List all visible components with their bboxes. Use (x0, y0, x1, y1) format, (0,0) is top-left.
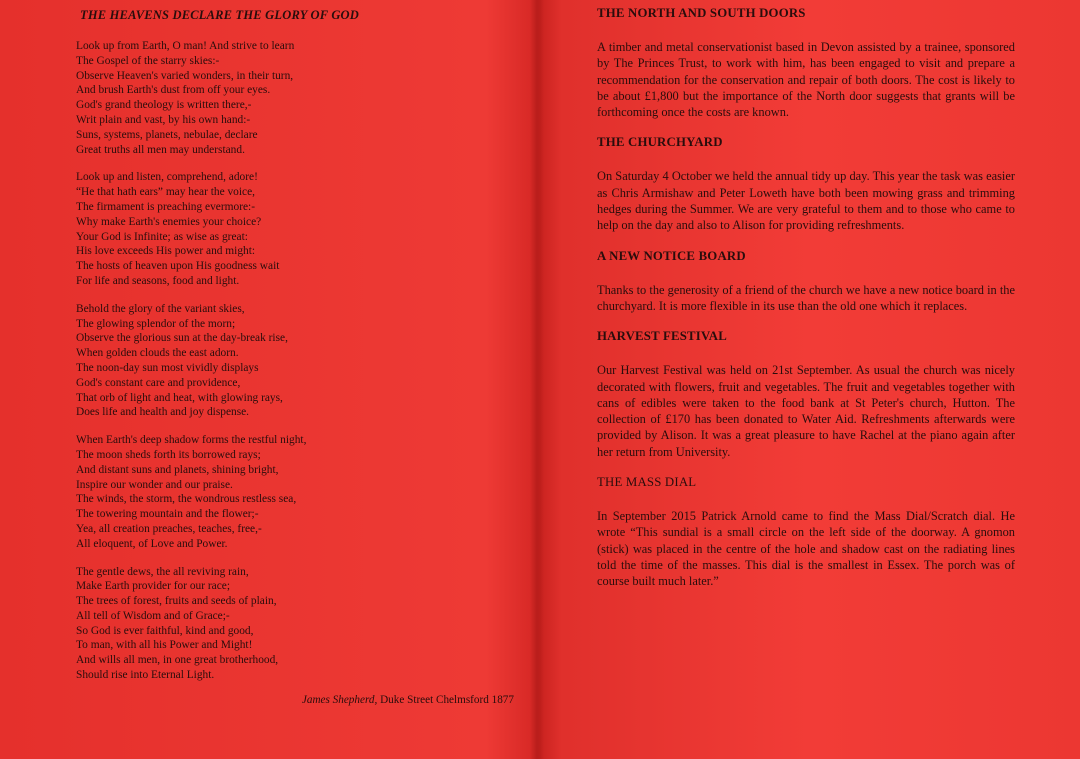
poem-line: And distant suns and planets, shining bright, (76, 463, 279, 476)
poem-author: James Shepherd, (301, 693, 378, 706)
section-body: In September 2015 Patrick Arnold came to find the Mass Dial/Scratch dial. He wrote “This sundial is a small circle on the left side of the doorway. A gnomon (stick) was placed in the centre of the hole and shadow cast on the radiating lines told the time of the masses. This dial is the smallest in Essex. The porch was of course built much later.” (597, 509, 1015, 589)
poem-attribution (72, 694, 522, 706)
section-heading: THE CHURCHYARD (597, 135, 723, 150)
news-page (597, 6, 1015, 605)
poem-line: The towering mountain and the flower;- (76, 508, 259, 521)
poem-line: The winds, the storm, the wondrous restless sea, (76, 493, 297, 506)
poem-line: Does life and health and joy dispense. (76, 406, 250, 419)
poem-line: For life and seasons, food and light. (76, 274, 240, 287)
poem-line: That orb of light and heat, with glowing rays, (76, 391, 283, 404)
poem-stanza (76, 565, 522, 683)
poem-line: Look up and listen, comprehend, adore! (76, 171, 258, 184)
poem-stanza (76, 433, 522, 551)
poem-line: “He that hath ears” may hear the voice, (76, 186, 255, 199)
poem-line: Why make Earth's enemies your choice? (76, 215, 262, 228)
section-heading: A NEW NOTICE BOARD (597, 248, 746, 263)
poem-page (72, 8, 522, 706)
poem-line: Inspire our wonder and our praise. (76, 478, 233, 491)
poem-line: When Earth's deep shadow forms the restful night, (76, 434, 307, 447)
poem-line: Observe the glorious sun at the day-break rise, (76, 332, 288, 345)
section-body: On Saturday 4 October we held the annual tidy up day. This year the task was easier as Chris Armishaw and Peter Loweth have both been mowing grass and trimming hedges during the Summer. We are very grateful to them and to those who came to help on the day and also to Alison for providing refreshments. (597, 169, 1015, 233)
poem-line: Observe Heaven's varied wonders, in their turn, (76, 69, 294, 82)
poem-line: And wills all men, in one great brotherhood, (76, 654, 279, 667)
poem-line: All eloquent, of Love and Power. (76, 537, 228, 550)
poem-line: Make Earth provider for our race; (76, 580, 231, 593)
poem-line: So God is ever faithful, kind and good, (76, 624, 254, 637)
poem-line: Behold the glory of the variant skies, (76, 302, 245, 315)
poem-line: Suns, systems, planets, nebulae, declare (76, 128, 258, 141)
poem-line: Yea, all creation preaches, teaches, free,- (76, 522, 262, 535)
poem-line: God's grand theology is written there,- (76, 99, 252, 112)
poem-line: To man, with all his Power and Might! (76, 639, 253, 652)
section-heading: THE NORTH AND SOUTH DOORS (597, 6, 806, 20)
poem-line: The moon sheds forth its borrowed rays; (76, 448, 261, 461)
poem-line: Writ plain and vast, by his own hand:- (76, 113, 251, 126)
poem-line: The trees of forest, fruits and seeds of plain, (76, 595, 277, 608)
poem-stanza (76, 170, 522, 288)
section-heading: THE MASS DIAL (597, 475, 697, 490)
poem-body (72, 39, 522, 683)
poem-line: The glowing splendor of the morn; (76, 317, 236, 330)
section-heading: HARVEST FESTIVAL (597, 329, 727, 344)
section-body: A timber and metal conservationist based in Devon assisted by a trainee, sponsored by The Princes Trust, to work with him, has been engaged to visit and prepare a recommendation for the conservation and repair of both doors. The cost is likely to be about £1,800 but the importance of the North door suggests that grants will be forthcoming once the costs are known. (597, 40, 1015, 120)
page-fold (530, 0, 544, 759)
poem-line: The Gospel of the starry skies:- (76, 54, 220, 67)
poem-line: All tell of Wisdom and of Grace;- (76, 609, 230, 622)
poem-line: The noon-day sun most vividly displays (76, 361, 259, 374)
section-body: Thanks to the generosity of a friend of the church we have a new notice board in the churchyard. It is more flexible in its use than the old one which it replaces. (597, 282, 1015, 313)
poem-line: The firmament is preaching evermore:- (76, 200, 256, 213)
poem-line: Your God is Infinite; as wise as great: (76, 230, 248, 243)
poem-line: The gentle dews, the all reviving rain, (76, 565, 249, 578)
poem-line: Great truths all men may understand. (76, 143, 245, 156)
poem-stanza (76, 302, 522, 420)
poem-line: When golden clouds the east adorn. (76, 347, 239, 360)
poem-line: Look up from Earth, O man! And strive to learn (76, 40, 295, 52)
poem-place: Duke Street Chelmsford 1877 (380, 693, 514, 706)
poem-line: His love exceeds His power and might: (76, 245, 256, 258)
poem-stanza (76, 39, 522, 157)
poem-line: God's constant care and providence, (76, 376, 241, 389)
poem-line: Should rise into Eternal Light. (76, 669, 215, 682)
poem-title: THE HEAVENS DECLARE THE GLORY OF GOD (80, 8, 360, 22)
section-body: Our Harvest Festival was held on 21st September. As usual the church was nicely decorated with flowers, fruit and vegetables. The fruit and vegetables together with cans of edibles were taken to the food bank at St Peter's church, Hutton. The collection of £170 has been donated to Water Aid. Refreshments afterwards were provided by Alison. It was a great pleasure to have Rachel at the piano again after her return from University. (597, 363, 1015, 459)
poem-line: And brush Earth's dust from off your eyes. (76, 84, 271, 97)
poem-line: The hosts of heaven upon His goodness wait (76, 260, 280, 273)
